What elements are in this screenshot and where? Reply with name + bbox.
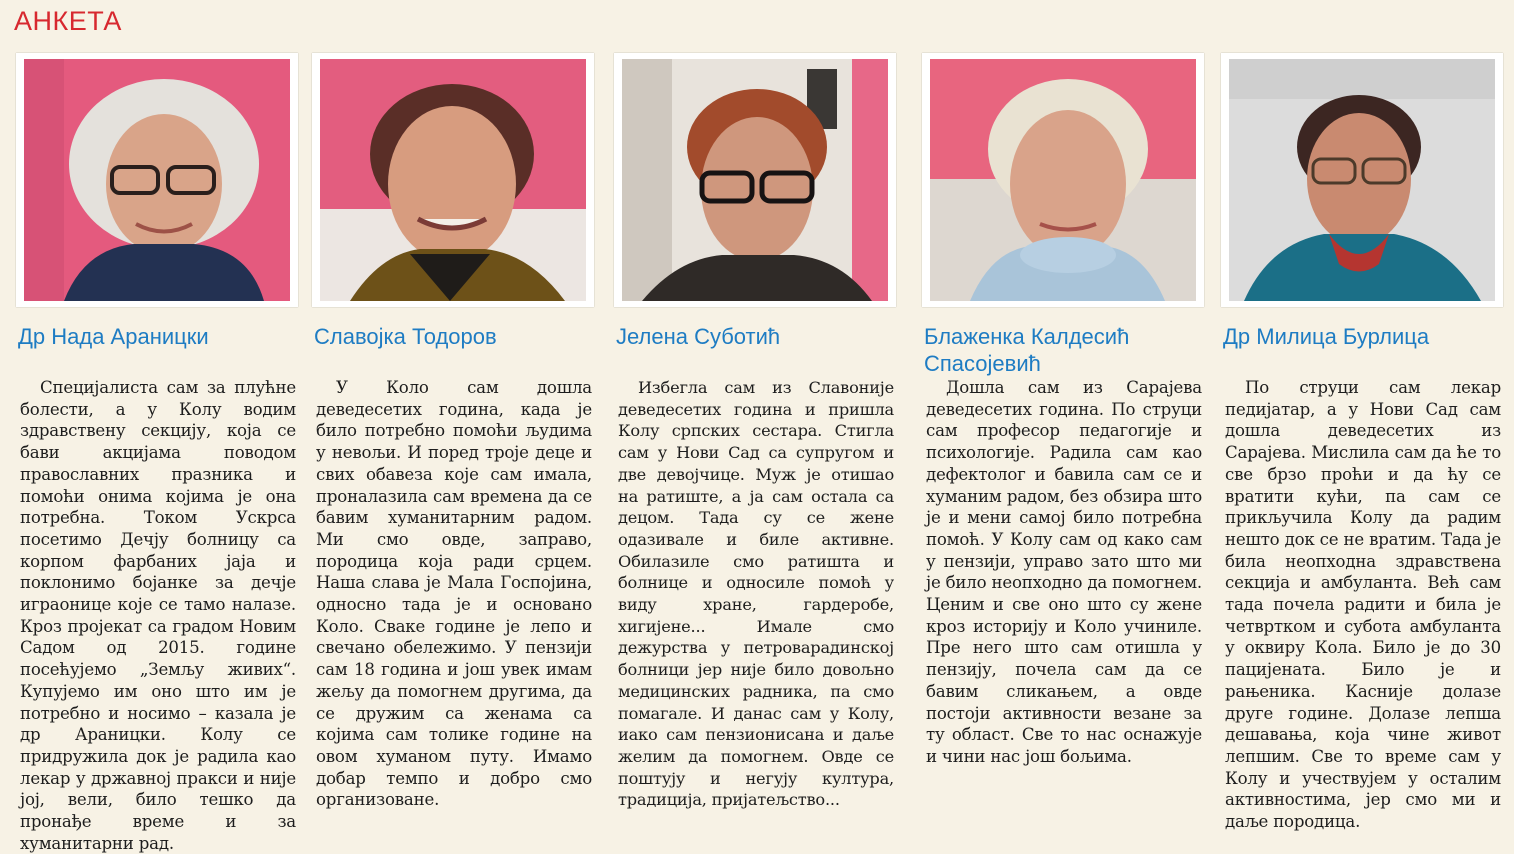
person-statement: Специјалиста сам за плућне болести, а у Колу водим здравствену секцију, која се бави акцијама поводом православних празника и помоћи онима којима је она потребна. Током Ускрса посетимо Дечју болницу са корпом фарбаних јаја и поклонимо бојанке за дечје играонице које се тамо налазе. Кроз пројекат са градом Новим Садом од 2015. године посећујемо „Земљу живих“. Купујемо им оно што им је потребно и носимо – казала је др Араницки. Колу се придружила док је радила као лекар у државној пракси и није јој, вели, било тешко да пронађе време и за хуманитарни рад.	[20, 378, 296, 853]
portrait-photo	[1221, 53, 1503, 307]
survey-column-2	[312, 53, 594, 811]
portrait-image	[622, 59, 888, 301]
portrait-image	[320, 59, 586, 301]
portrait-image	[1229, 59, 1495, 301]
portrait-photo	[16, 53, 298, 307]
person-statement: У Коло сам дошла деведесетих година, када је било потребно помоћи људима у невољи. И поред троје деце и свих обавеза које сам имала, проналазила сам времена да се бавим хуманитарним радом. Ми смо овде, заправо, породица која ради срцем. Наша слава је Мала Госпојина, односно тада је и основано Коло. Сваке године је лепо и свечано обележимо. У пензији сам 18 година и још увек имам жељу да помогнем другима, да се дружим са женама са којима сам толике године на овом хуманом путу. Имамо добар темпо и добро смо организоване.	[316, 378, 592, 810]
portrait-photo	[922, 53, 1204, 307]
person-statement: По струци сам лекар педијатар, а у Нови Сад сам дошла деведесетих из Сарајева. Мислила сам да ће то све брзо проћи и да ћу се вратити кући, па сам се прикључила Колу да радим нешто док се не вратим. Тада је била неопходна здравствена секција и амбуланта. Већ сам тада почела радити и била је четвртком и субота амбуланта у оквиру Кола. Било је до 30 пацијената. Било је и рањеника. Касније долазе друге године. Долазе лепша дешавања, која чине живот лепшим. Све то време сам у Колу и учествујем у осталим активностима, јер смо ми и даље породица.	[1225, 378, 1501, 832]
portrait-image	[930, 59, 1196, 301]
person-name: Др Милица Бурлица	[1223, 324, 1430, 349]
person-statement: Избегла сам из Славоније деведесетих година и пришла Колу српских сестара. Стигла сам у Нови Сад са супругом и две девојчице. Муж је отишао на ратиште, а ја сам остала са децом. Тада су се жене одазивале и биле активне. Обилазиле смо ратишта и болнице и односиле помоћ у виду хране, гардеробе, хигијене... Имале смо дежурства у петроварадинској болници јер није било довољно медицинских радника, па смо помагале. И данас сам у Колу, иако сам пензионисана и даље желим да помогнем. Овде се поштују и негују култура, традиција, пријатељство...	[618, 378, 894, 810]
page-title: АНКЕТА	[14, 6, 122, 36]
person-name: Јелена Суботић	[616, 324, 781, 349]
person-statement: Дошла сам из Сарајева деведесетих година. По струци сам професор педагогије и психологије. Радила сам као дефектолог и бавила сам се и хуманим радом, без обзира што је и мени самој било потребна помоћ. У Колу сам од како сам у пензији, управо зато што ми је било неопходно да помогнем. Ценим и све оно што су жене кроз историју и Коло учиниле. Пре него што сам отишла у пензију, почела сам да се бавим сликањем, а овде постоји активности везане за ту област. Све то нас оснажује и чини нас још бољима.	[926, 378, 1203, 766]
portrait-photo	[614, 53, 896, 307]
survey-column-4	[922, 53, 1204, 768]
person-name: Др Нада Араницки	[18, 324, 209, 349]
portrait-photo	[312, 53, 594, 307]
person-name: Славојка Тодоров	[314, 324, 497, 349]
person-name: Блаженка Калдесић Спасојевић	[924, 324, 1130, 376]
survey-column-5	[1221, 53, 1503, 833]
survey-column-1	[16, 53, 298, 854]
portrait-image	[24, 59, 290, 301]
survey-column-3	[614, 53, 896, 811]
